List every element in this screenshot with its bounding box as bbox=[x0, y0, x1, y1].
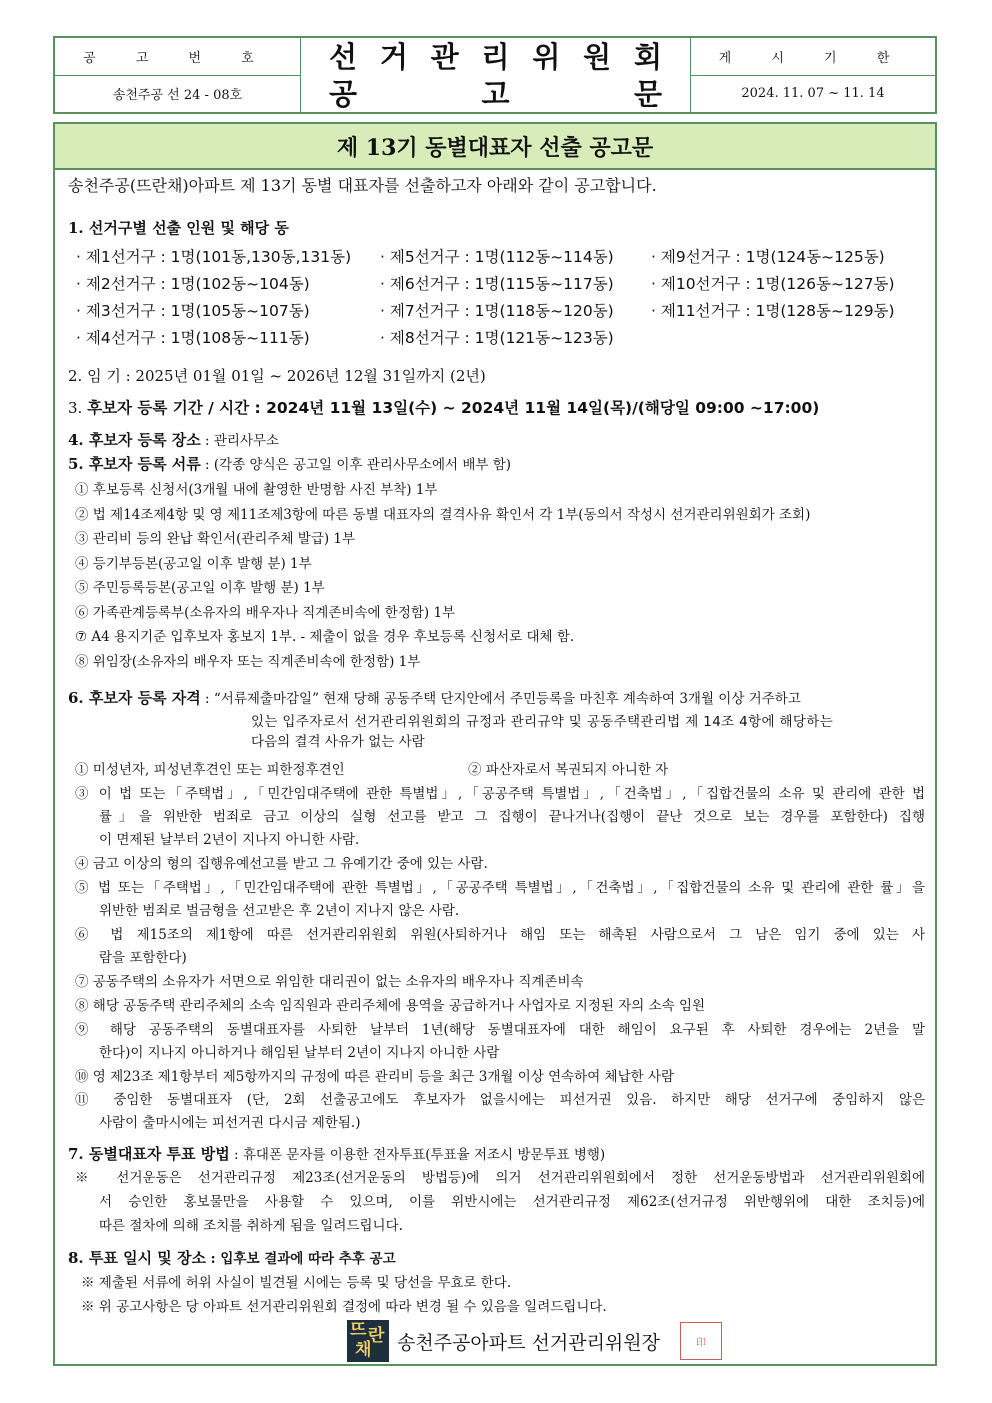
district-item: · 제7선거구 : 1명(118동~120동) bbox=[380, 302, 614, 320]
notice-word-char: 고 bbox=[481, 77, 510, 111]
disqualification-item: ② 파산자로서 복권되지 아니한 자 bbox=[468, 762, 669, 778]
intro-text: 송천주공(뜨란채)아파트 제 13기 동별 대표자를 선출하고자 아래와 같이 공고합니다. bbox=[68, 176, 657, 195]
district-item: · 제2선거구 : 1명(102동~104동) bbox=[76, 275, 310, 293]
official-seal-stamp: 印 bbox=[680, 1322, 722, 1360]
section-3-text: 후보자 등록 기간 / 시간 : 2024년 11월 13일(수) ~ 2024년 11월 14일(목)/(해당일 09:00 ~17:00) bbox=[87, 399, 820, 417]
notice-title: 제 13기 동별대표자 선출 공고문 bbox=[55, 124, 935, 170]
signature-text: 송천주공아파트 선거관리위원장 bbox=[397, 1331, 660, 1354]
final-note-line: ※ 위 공고사항은 당 아파트 선거관리위원회 결정에 따라 변경 될 수 있음을 일려드립니다. bbox=[81, 1299, 607, 1315]
disqualification-item: ③ 이 법 또는「주택법」,「민간임대주택에 관한 특별법」,「공공주택 특별법」,「건축법」,「집합건물의 소유 및 관리에 관한 법 bbox=[75, 786, 925, 802]
disqualification-item: ⑤ 법 또는「주택법」,「민간임대주택에 관한 특별법」,「공공주택 특별법」,「건축법」,「집합건물의 소유 및 관리에 관한 률」을 bbox=[75, 880, 925, 896]
notice-word-char: 문 bbox=[633, 77, 662, 111]
ttranchae-logo: 뜨 란 채 bbox=[347, 1320, 389, 1362]
committee-name-char: 위 bbox=[532, 40, 561, 74]
document-item: ⑧ 위임장(소유자의 배우자 또는 직계존비속에 한정함) 1부 bbox=[75, 653, 421, 670]
section-5-label: 5. 후보자 등록 서류 bbox=[68, 455, 201, 473]
notice-number-cell bbox=[55, 38, 301, 112]
notice-content bbox=[55, 170, 935, 1364]
document-item: ① 후보등록 신청서(3개월 내에 촬영한 반명함 사진 부착) 1부 bbox=[75, 482, 438, 498]
disqualification-item: ⑦ 공동주택의 소유자가 서면으로 위임한 대리권이 없는 소유자의 배우자나 직계존비속 bbox=[75, 974, 584, 990]
notice-word bbox=[329, 76, 662, 112]
disqualification-item: ⑧ 해당 공동주택 관리주체의 소속 임직원과 관리주체에 용역을 공급하거나 사업자로 지정된 자의 소속 임원 bbox=[75, 998, 706, 1014]
section-3-number: 3. bbox=[68, 399, 88, 417]
committee-name-char: 리 bbox=[481, 40, 510, 74]
document-item: ⑤ 주민등록등본(공고일 이후 발행 분) 1부 bbox=[75, 580, 325, 596]
district-item: · 제11선거구 : 1명(128동~129동) bbox=[651, 302, 895, 320]
final-note-line: ※ 제출된 서류에 허위 사실이 빌견될 시에는 등록 및 당선을 무효로 한다. bbox=[81, 1275, 512, 1291]
posting-period-label: 게 시 기 한 bbox=[718, 50, 908, 66]
notice-number: 송천주공 선 24 - 08호 bbox=[55, 75, 300, 113]
posting-period: 2024. 11. 07 ~ 11. 14 bbox=[691, 75, 935, 113]
notice-number-label: 공 고 번 호 bbox=[83, 50, 272, 66]
section-6-desc-line3: 다음의 결격 사유가 없는 사람 bbox=[251, 734, 425, 750]
campaign-note-line: 따른 절차에 의해 조치를 취하게 됨을 일려드립니다. bbox=[99, 1218, 403, 1234]
section-5-documents bbox=[68, 454, 511, 475]
section-7-label: 7. 동별대표자 투표 방법 bbox=[68, 1145, 230, 1163]
district-item: · 제10선거구 : 1명(126동~127동) bbox=[651, 275, 895, 293]
notice-header-table bbox=[53, 36, 937, 114]
section-8-voting-date bbox=[68, 1248, 396, 1269]
disqualification-item: ⑩ 영 제23조 제1항부터 제5항까지의 규정에 따른 관리비 등을 최근 3개월 이상 연속하여 체납한 사람 bbox=[75, 1069, 675, 1085]
section-2-term: 2. 임 기 : 2025년 01월 01일 ~ 2026년 12월 31일까지 (2년) bbox=[68, 367, 486, 385]
district-item: · 제5선거구 : 1명(112동~114동) bbox=[380, 248, 614, 266]
section-5-note: : (각종 양식은 공고일 이후 관리사무소에서 배부 함) bbox=[200, 457, 511, 473]
committee-name-char: 회 bbox=[633, 40, 662, 74]
disqualification-item: 사람이 출마시에는 피선거권 다시금 제한됨.) bbox=[99, 1115, 361, 1131]
document-item: ② 법 제14조제4항 및 영 제11조제3항에 따른 동별 대표자의 결격사유 확인서 각 1부(동의서 작성시 선거관리위원회가 조회) bbox=[75, 506, 811, 523]
committee-name-char: 선 bbox=[329, 40, 358, 74]
district-item: · 제8선거구 : 1명(121동~123동) bbox=[380, 329, 614, 347]
section-6-qualification bbox=[68, 688, 801, 709]
section-8-value: : 입후보 결과에 따라 추후 공고 bbox=[205, 1251, 396, 1267]
section-8-label: 8. 투표 일시 및 장소 bbox=[68, 1249, 206, 1267]
section-6-label: 6. 후보자 등록 자격 bbox=[68, 689, 201, 707]
disqualification-item: ⑪ 중임한 동별대표자 (단, 2회 선출공고에도 후보자가 없을시에는 피선거권 있음. 하지만 해당 선거구에 중임하지 않은 bbox=[75, 1092, 925, 1108]
section-4-location bbox=[68, 430, 279, 451]
document-item: ⑥ 가족관계등록부(소유자의 배우자나 직계존비속에 한정함) 1부 bbox=[75, 604, 456, 621]
committee-name bbox=[329, 38, 662, 76]
campaign-note-line: 서 승인한 홍보물만을 사용할 수 있으며, 이를 위반시에는 선거관리규정 제62조(선거규정 위반행위에 대한 조치등)에 bbox=[99, 1194, 925, 1210]
disqualification-item: 이 면제된 날부터 2년이 지나지 아니한 사람. bbox=[99, 832, 360, 848]
section-4-value: : 관리사무소 bbox=[200, 433, 280, 449]
posting-period-cell bbox=[691, 38, 935, 112]
committee-name-char: 거 bbox=[379, 40, 408, 74]
section-6-desc-line2: 있는 입주자로서 선거관리위원회의 규정과 관리규약 및 공동주택관리법 제 14조 4항에 해당하는 bbox=[251, 714, 834, 730]
committee-cell bbox=[301, 38, 691, 112]
section-4-label: 4. 후보자 등록 장소 bbox=[68, 431, 201, 449]
district-item: · 제4선거구 : 1명(108동~111동) bbox=[76, 329, 310, 347]
disqualification-item: 람을 포함한다) bbox=[99, 950, 187, 966]
section-7-voting-method bbox=[68, 1144, 605, 1165]
committee-name-char: 원 bbox=[583, 40, 612, 74]
section-7-value: : 휴대폰 문자를 이용한 전자투표(투표율 저조시 방문투표 병행) bbox=[229, 1147, 606, 1163]
district-item: · 제3선거구 : 1명(105동~107동) bbox=[76, 302, 310, 320]
document-item: ⑦ A4 용지기준 입후보자 홍보지 1부. - 제출이 없을 경우 후보등록 신청서로 대체 함. bbox=[75, 629, 575, 645]
section-3-registration-period bbox=[68, 398, 819, 418]
notice-body-box bbox=[53, 122, 937, 1366]
disqualification-item: ① 미성년자, 피성년후견인 또는 피한정후견인 bbox=[75, 762, 345, 778]
district-item: · 제9선거구 : 1명(124동~125동) bbox=[651, 248, 885, 266]
district-item: · 제1선거구 : 1명(101동,130동,131동) bbox=[76, 248, 352, 266]
notice-word-char: 공 bbox=[329, 77, 358, 111]
disqualification-item: ⑥ 법 제15조의 제1항에 따른 선거관리위원회 위원(사퇴하거나 해임 또는 해촉된 사람으로서 그 남은 임기 중에 있는 사 bbox=[75, 927, 925, 943]
signature-block bbox=[347, 1320, 706, 1362]
section-1-title: 1. 선거구별 선출 인원 및 해당 동 bbox=[68, 219, 289, 237]
disqualification-item: ⑨ 해당 공동주택의 동별대표자를 사퇴한 날부터 1년(해당 동별대표자에 대한 해임이 요구된 후 사퇴한 경우에는 2년을 말 bbox=[75, 1022, 925, 1038]
campaign-note-line: ※ 선거운동은 선거관리규정 제23조(선거운동의 방법등)에 의거 선거관리위원회에서 정한 선거운동방법과 선거관리위원회에 bbox=[75, 1170, 925, 1186]
document-item: ④ 등기부등본(공고일 이후 발행 분) 1부 bbox=[75, 555, 312, 572]
disqualification-item: 률」을 위반한 범죄로 금고 이상의 실형 선고를 받고 그 집행이 끝나거나(집행이 끝난 것으로 보는 경우를 포함한다) 집행 bbox=[99, 809, 925, 825]
committee-name-char: 관 bbox=[430, 40, 459, 74]
section-6-desc-line1: : “서류제출마감일” 현재 당해 공동주택 단지안에서 주민등록을 마친후 계속하여 3개월 이상 거주하고 bbox=[200, 691, 801, 707]
disqualification-item: 한다)이 지나지 아니하거나 해임된 날부터 2년이 지나지 아니한 사람 bbox=[99, 1045, 500, 1061]
district-item: · 제6선거구 : 1명(115동~117동) bbox=[380, 275, 614, 293]
disqualification-item: 위반한 범죄로 벌금형을 선고받은 후 2년이 지나지 않은 사람. bbox=[99, 903, 460, 919]
disqualification-item: ④ 금고 이상의 형의 집행유예선고를 받고 그 유예기간 중에 있는 사람. bbox=[75, 856, 488, 872]
document-item: ③ 관리비 등의 완납 확인서(관리주체 발급) 1부 bbox=[75, 531, 356, 547]
